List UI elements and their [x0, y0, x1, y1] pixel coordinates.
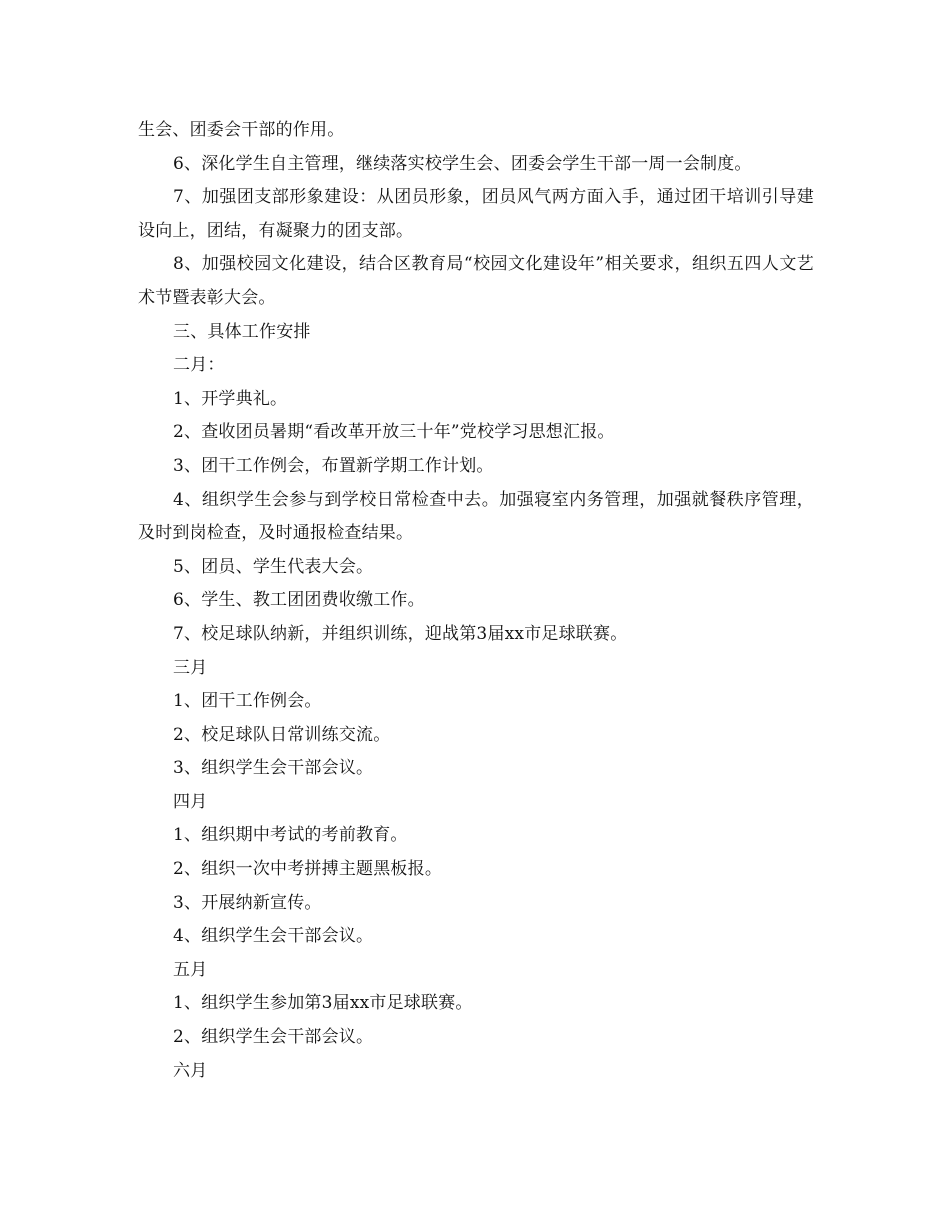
paragraph: 三月 — [173, 657, 208, 678]
paragraph: 1、团干工作例会。 — [173, 691, 322, 712]
paragraph: 二月： — [173, 355, 225, 376]
paragraph: 1、开学典礼。 — [173, 388, 288, 409]
paragraph: 生会、团委会干部的作用。 — [138, 120, 345, 140]
paragraph: 五月 — [173, 959, 208, 980]
paragraph: 4、组织学生会干部会议。 — [173, 926, 374, 947]
paragraph: 三、具体工作安排 — [173, 321, 311, 342]
paragraph: 2、组织一次中考拼搏主题黑板报。 — [173, 859, 443, 880]
paragraph: 6、深化学生自主管理，继续落实校学生会、团委会学生干部一周一会制度。 — [173, 153, 752, 174]
paragraph: 7、校足球队纳新，并组织训练，迎战第3届xx市足球联赛。 — [173, 623, 628, 644]
paragraph: 1、组织学生参加第3届xx市足球联赛。 — [173, 993, 473, 1014]
paragraph: 6、学生、教工团团费收缴工作。 — [173, 590, 425, 611]
paragraph: 7、加强团支部形象建设：从团员形象，团员风气两方面入手，通过团干培训引导建设向上，团结，有凝聚力的团支部。 — [138, 187, 814, 241]
paragraph: 3、开展纳新宣传。 — [173, 892, 322, 913]
paragraph: 3、组织学生会干部会议。 — [173, 758, 374, 779]
paragraph: 3、团干工作例会，布置新学期工作计划。 — [173, 455, 494, 476]
paragraph: 六月 — [173, 1060, 208, 1081]
paragraph: 4、组织学生会参与到学校日常检查中去。加强寝室内务管理，加强就餐秩序管理，及时到岗检查，及时通报检查结果。 — [138, 489, 814, 544]
paragraph: 2、校足球队日常训练交流。 — [173, 724, 391, 745]
paragraph: 5、团员、学生代表大会。 — [173, 556, 374, 577]
paragraph: 8、加强校园文化建设，结合区教育局“校园文化建设年”相关要求，组织五四人文艺术节暨表彰大会。 — [138, 254, 814, 308]
paragraph: 2、组织学生会干部会议。 — [173, 1027, 374, 1048]
document-body — [138, 114, 814, 1088]
paragraph: 2、查收团员暑期“看改革开放三十年”党校学习思想汇报。 — [173, 422, 615, 443]
paragraph: 四月 — [173, 791, 208, 812]
paragraph: 1、组织期中考试的考前教育。 — [173, 825, 408, 846]
